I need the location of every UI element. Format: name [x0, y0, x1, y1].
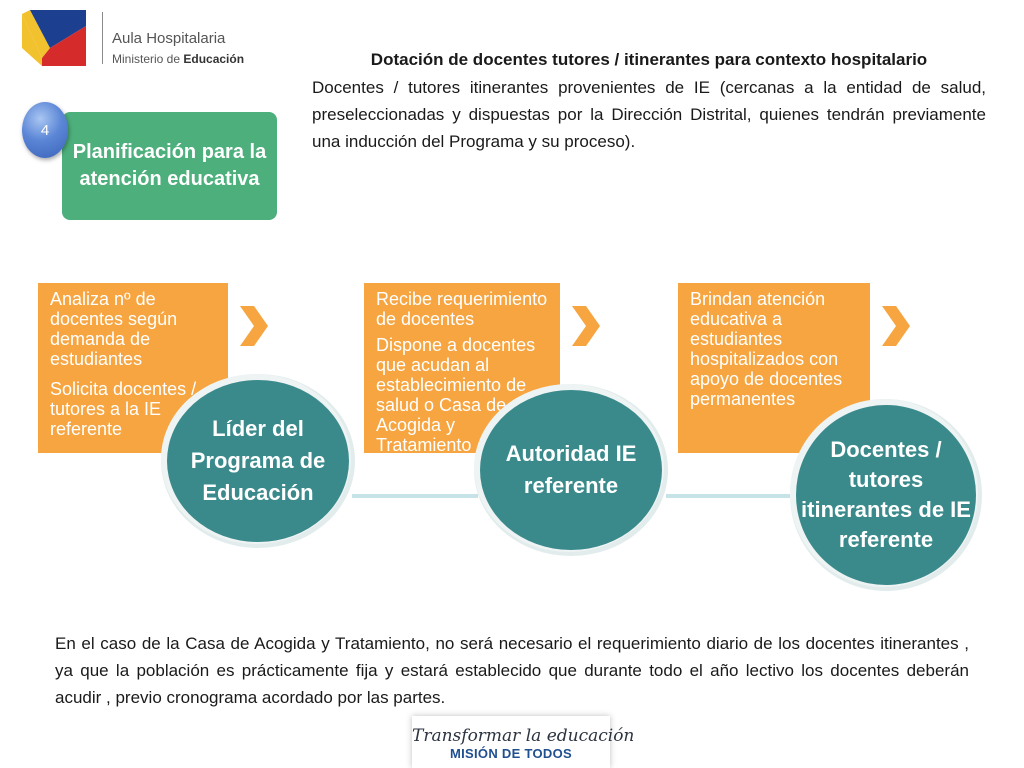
slogan-banner: [412, 716, 635, 768]
logo-subtitle-prefix: Ministerio de: [112, 52, 184, 66]
arrow-right-icon: [572, 298, 600, 354]
logo-subtitle: [112, 52, 244, 66]
logo: [20, 8, 250, 68]
logo-title: Aula Hospitalaria: [112, 30, 226, 47]
slogan-line-1: Transformar la educación: [412, 726, 635, 746]
actor-circle-autoridad: Autoridad IE referente: [480, 390, 662, 550]
arrow-right-icon: [240, 298, 268, 354]
flow-box-2-line-2: Dispone a docentes que acudan al establecimiento de salud o Casa de Acogida y Tratamiento: [376, 335, 536, 455]
flow-box-2-line-1: Recibe requerimiento de docentes: [376, 289, 548, 329]
flow-box-1-line-2: Solicita docentes / tutores a la IE referente: [50, 379, 197, 439]
step-box: [62, 112, 277, 220]
step-title: Planificación para la atención educativa: [72, 141, 267, 190]
slogan-line-2: MISIÓN DE TODOS: [450, 746, 572, 761]
connector-line: [352, 494, 478, 498]
flow-box-1-line-1: Analiza nº de docentes según demanda de estudiantes: [50, 289, 178, 369]
actor-circle-lider: Líder del Programa de Educación: [167, 380, 349, 542]
footer-paragraph: En el caso de la Casa de Acogida y Tratamiento, no será necesario el requerimiento diario de los docentes itinerantes , ya que la población es prácticamente fija y estará establecido que durante todo el año lectivo los docentes deberán acudir , previo cronograma acordado por las partes.: [55, 634, 969, 707]
logo-divider: [102, 12, 103, 64]
actor-circle-docentes: Docentes / tutores itinerantes de IE referente: [796, 405, 976, 585]
step-number-badge: 4: [22, 102, 68, 158]
connector-line: [666, 494, 794, 498]
logo-mark-icon: [20, 8, 90, 68]
header-title: Dotación de docentes tutores / itinerantes para contexto hospitalario: [370, 50, 928, 69]
arrow-right-icon: [882, 298, 910, 354]
flow-box-3-line-1: Brindan atención educativa a estudiantes hospitalizados con apoyo de docentes permanentes: [690, 289, 843, 409]
header-body: Docentes / tutores itinerantes provenientes de IE (cercanas a la entidad de salud, preseleccionadas y dispuestas por la Dirección Distrital, quienes tendrán previamente una inducción del Programa y su proceso).: [312, 78, 986, 151]
logo-subtitle-bold: Educación: [183, 52, 245, 66]
